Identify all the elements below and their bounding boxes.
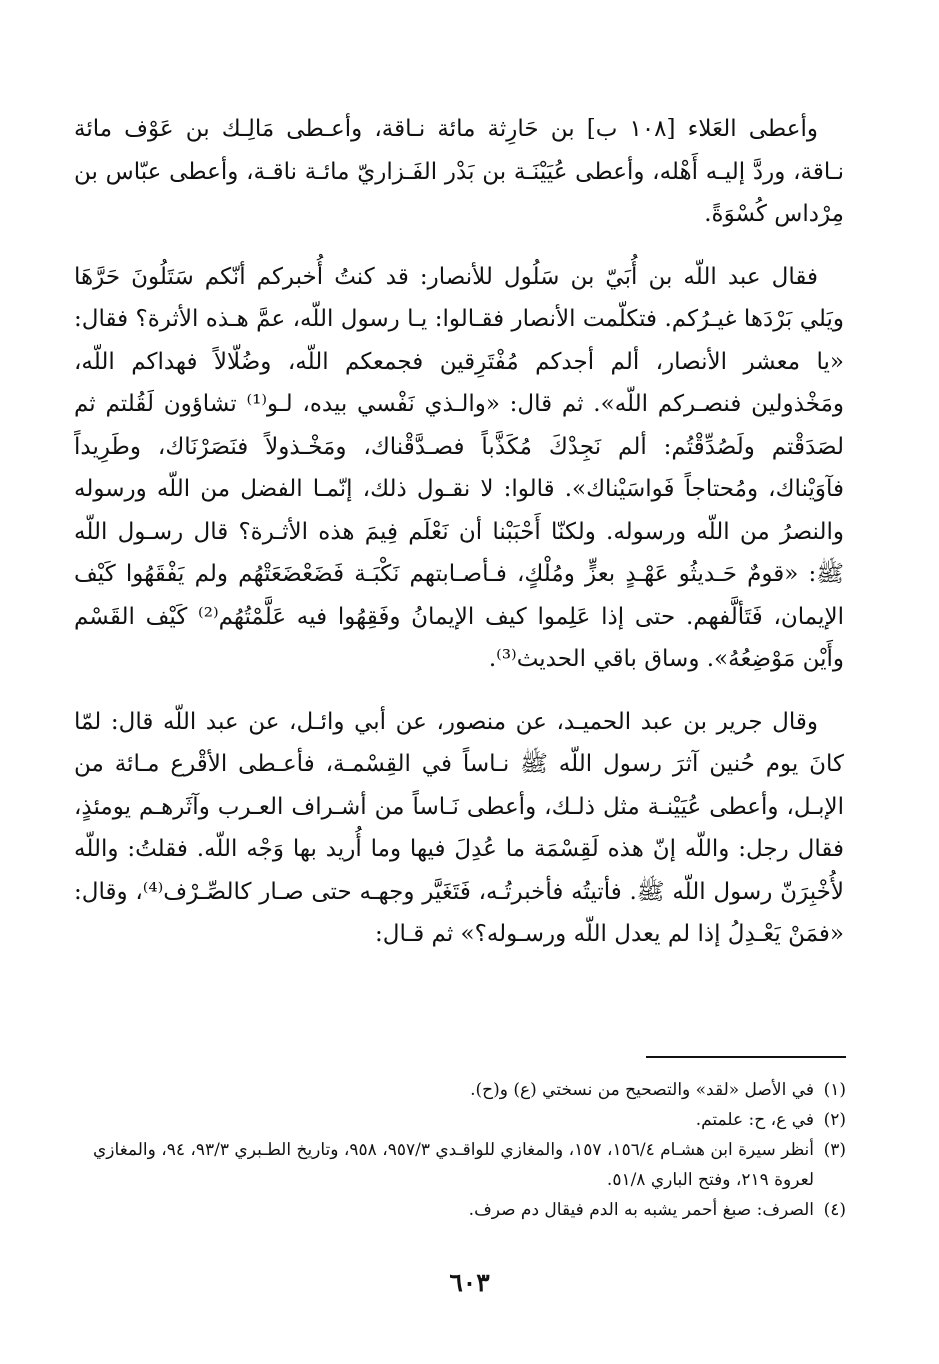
page-number: ٦٠٣	[449, 1268, 490, 1297]
footnote-3	[66, 1135, 846, 1195]
paragraph-1: وأعطى العَلاء [١٠٨ ب] بن حَارِثة مائة نـاقة، وأعـطى مَالِـك بن عَوْف مائة نـاقة، وردَّ إليـه أَهْله، وأعطى عُيَيْنَـة بن بَدْر الفَـزاريّ مائـة ناقـة، وأعطى عبّاس بن مِرْداس كُسْوَةً.	[74, 116, 844, 227]
footnote-text: في ع، ح: علمتم.	[695, 1110, 814, 1130]
footnotes	[66, 1075, 846, 1225]
footnote-number: (٤)	[823, 1200, 846, 1220]
footnote-2	[66, 1105, 846, 1135]
footnote-4	[66, 1195, 846, 1225]
footnote-1	[66, 1075, 846, 1105]
footnote-text: في الأصل «لقد» والتصحيح من نسختي (ع) و(ح).	[470, 1080, 814, 1100]
footnote-divider	[646, 1056, 846, 1058]
paragraph-2: فقال عبد اللّه بن أُبَيّ بن سَلُول للأنصار: قد كنتُ أُخبركم أنّكم سَتَلُونَ حَرَّهَا ويَلي بَرْدَها غيـرُكم. فتكلّمت الأنصار فقـالوا: يـا رسول اللّه، عمَّ هـذه الأثرة؟ فقال: «يا معشر الأنصار، ألم أجدكم مُفْتَرِقين فجمعكم اللّه، وضُلّالاً فهداكم اللّه، ومَخْذولين فنصـركم اللّه». ثم قال: «والـذي نَفْسي بيده، لـو⁽¹⁾ تشاؤون لَقُلتم ثم لصَدَقْتم ولَصُدِّقْتُم: ألم نَجِدْكَ مُكَذَّباً فصـدَّقْناك، ومَخْـذولاً فنَصَرْنَاك، وطَرِيداً فآوَيْناك، ومُحتاجاً فَواسَيْناك». قالوا: لا نقـول ذلك، إنّمـا الفضل من اللّه ورسوله والنصرُ من اللّه ورسوله. ولكنّا أَحْبَبْنا أن نَعْلَم فِيمَ هذه الأثـرة؟ قال رسـول اللّه ﷺ: «قومٌ حَـديثُو عَهْـدٍ بعزٍّ ومُلْكٍ، فـأصـابتهم نَكْبَـة فَضَعْضَعَتْهُم ولم يَفْقَهُوا كَيْف الإيمان، فَتَألَّفهم. حتى إذا عَلِموا كيف الإيمانُ وفَقِهُوا فيه عَلَّمْتُهُم⁽²⁾ كَيْف القَسْم وأَيْن مَوْضِعُهُ». وساق باقي الحديث⁽³⁾.	[74, 263, 845, 672]
footnote-number: (١)	[823, 1080, 846, 1100]
footnote-number: (٣)	[823, 1140, 846, 1160]
paragraph-3: وقال جرير بن عبد الحميـد، عن منصور، عن أبي وائـل، عن عبد اللّه قال: لمّا كانَ يوم حُنين آثرَ رسول اللّه ﷺ نـاساً في القِسْمـة، فأعـطى الأقْرع مـائة من الإبـل، وأعطى عُيَيْنـة مثل ذلـك، وأعطى نَـاساً من أشـراف العـرب وآثَرهـم يومئذٍ، فقال رجل: واللّه إنّ هذه لَقِسْمَة ما عُدِلَ فيها وما أُريد بها وَجْه اللّه. فقلتُ: واللّه لأُخْبِرَنّ رسول اللّه ﷺ. فأتيتُه فأخبرتُـه، فَتَغَيَّر وجهـه حتى صـار كالصِّـرْف⁽⁴⁾، وقال: «فمَنْ يَعْـدِلُ إذا لم يعدل اللّه ورسـوله؟» ثم قـال:	[74, 708, 845, 947]
footnote-text: أنظر سيرة ابن هشـام ١٥٦/٤، ١٥٧، والمغازي للواقـدي ٩٥٧/٣، ٩٥٨، وتاريخ الطـبري ٩٣/٣، ٩٤، والمغازي لعروة ٢١٩، وفتح الباري ٥١/٨.	[93, 1140, 814, 1190]
footnote-number: (٢)	[823, 1110, 846, 1130]
footnote-text: الصرف: صبغ أحمر يشبه به الدم فيقال دم صرف.	[468, 1200, 814, 1220]
main-text	[74, 108, 844, 976]
